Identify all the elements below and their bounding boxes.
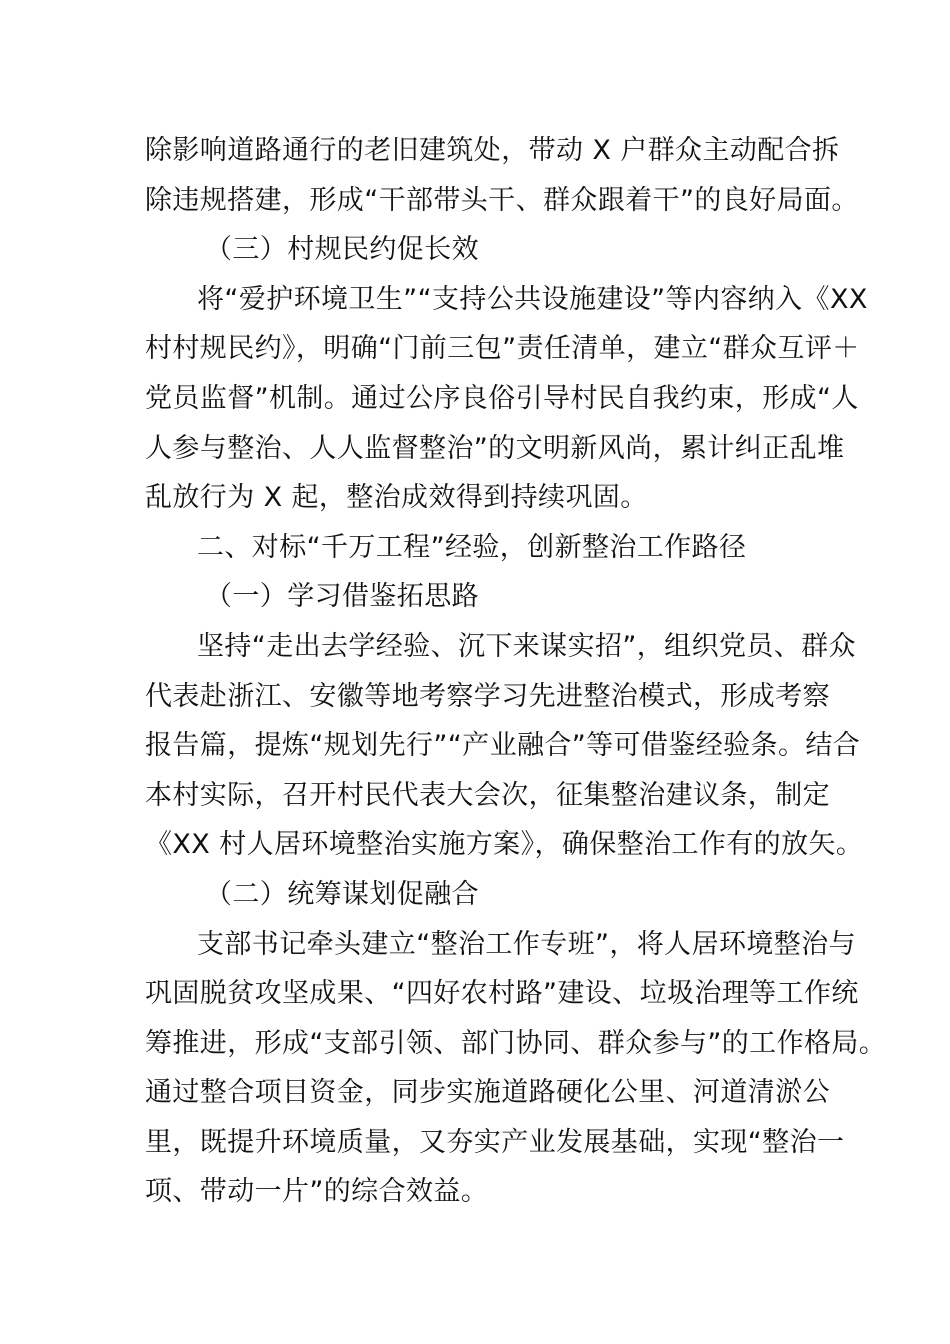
section-heading: （一）学习借鉴拓思路	[205, 581, 479, 613]
document-body	[145, 126, 887, 1217]
paragraph-line: 《XX 村人居环境整治实施方案》，确保整治工作有的放矢。	[145, 829, 864, 861]
paragraph-line: 项、带动一片”的综合效益。	[145, 1176, 489, 1208]
paragraph-line: 支部书记牵头建立“整治工作专班”，将人居环境整治与	[197, 928, 856, 960]
paragraph-line: 坚持“走出去学经验、沉下来谋实招”，组织党员、群众	[197, 630, 856, 662]
paragraph-line: 报告篇，提炼“规划先行”“产业融合”等可借鉴经验条。结合	[145, 730, 861, 762]
paragraph-line: 筹推进，形成“支部引领、部门协同、群众参与”的工作格局。	[145, 1027, 887, 1059]
paragraph-line: 将“爱护环境卫生”“支持公共设施建设”等内容纳入《XX	[197, 283, 868, 315]
paragraph-line: 除影响道路通行的老旧建筑处，带动 X 户群众主动配合拆	[145, 135, 840, 166]
paragraph-line: 党员监督”机制。通过公序良俗引导村民自我约束，形成“人	[145, 382, 859, 414]
paragraph-line: 巩固脱贫攻坚成果、“四好农村路”建设、垃圾治理等工作统	[145, 978, 859, 1010]
paragraph-line: 本村实际，召开村民代表大会次，征集整治建议条，制定	[145, 779, 830, 811]
paragraph-line: 通过整合项目资金，同步实施道路硬化公里、河道清淤公	[145, 1077, 830, 1109]
paragraph-line: 村村规民约》，明确“门前三包”责任清单，建立“群众互评＋	[145, 333, 860, 365]
chapter-heading: 二、对标“千万工程”经验，创新整治工作路径	[197, 531, 747, 563]
paragraph-line: 乱放行为 X 起，整治成效得到持续巩固。	[145, 482, 648, 514]
section-heading: （二）统筹谋划促融合	[205, 878, 479, 910]
paragraph-line: 人参与整治、人人监督整治”的文明新风尚，累计纠正乱堆	[145, 432, 845, 464]
paragraph-line: 里，既提升环境质量，又夯实产业发展基础，实现“整治一	[145, 1126, 845, 1158]
paragraph-line: 除违规搭建，形成“干部带头干、群众跟着干”的良好局面。	[145, 184, 859, 216]
paragraph-line: 代表赴浙江、安徽等地考察学习先进整治模式，形成考察	[145, 680, 830, 712]
section-heading: （三）村规民约促长效	[205, 234, 479, 266]
